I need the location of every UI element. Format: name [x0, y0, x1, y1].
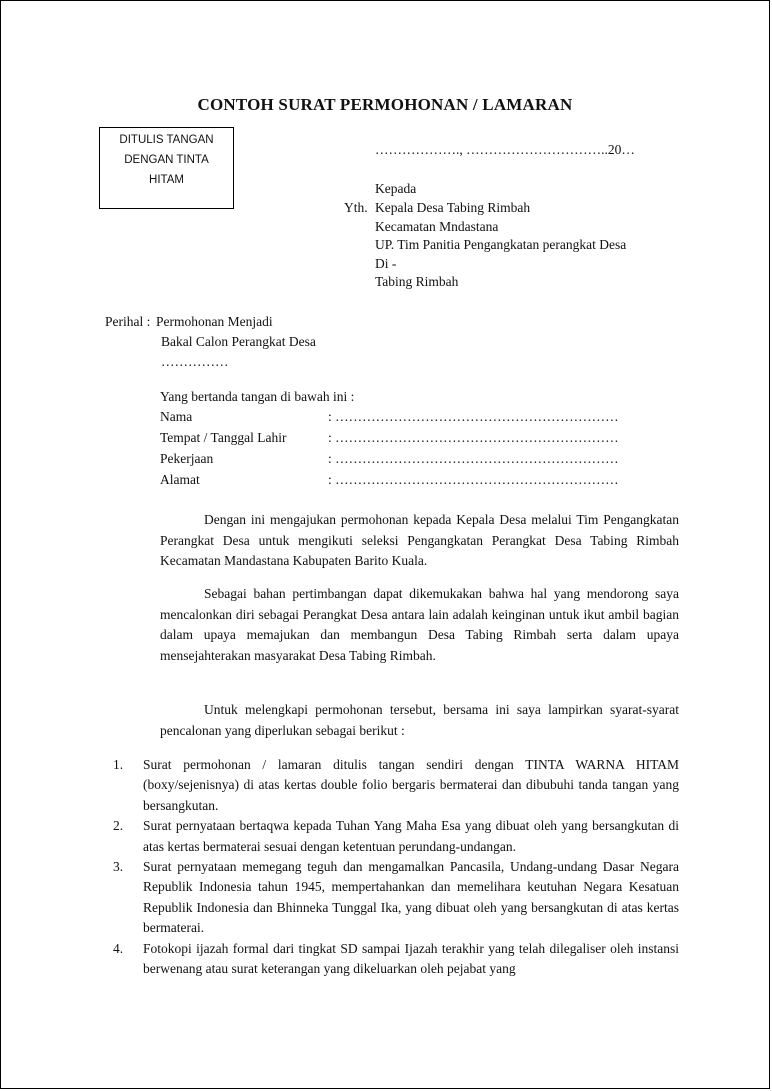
field-row-alamat: [160, 472, 660, 493]
list-number: 1.: [113, 757, 124, 772]
subject-line: ……………: [161, 354, 229, 369]
date-line: ………………., …………………………..20…: [375, 142, 635, 157]
list-text: Fotokopi ijazah formal dari tingkat SD sampai Ijazah terakhir yang telah dilegaliser oleh instansi berwenang atau surat keterangan yang dikeluarkan oleh pejabat yang: [143, 940, 679, 977]
address-line: Kepala Desa Tabing Rimbah: [375, 200, 531, 215]
list-item: [113, 755, 679, 816]
field-row-pekerjaan: [160, 451, 660, 472]
address-yth: Yth.: [344, 200, 368, 215]
subject-line: Bakal Calon Perangkat Desa: [161, 334, 316, 349]
field-label: Nama: [160, 409, 193, 424]
list-number: 4.: [113, 940, 124, 956]
field-value: : ………………………………………………………: [328, 430, 619, 445]
requirements-list: [113, 755, 679, 979]
list-text: Surat pernyataan bertaqwa kepada Tuhan Yang Maha Esa yang dibuat oleh yang bersangkutan di atas kertas bermaterai sesuai dengan ketentuan perundang-undangan.: [143, 818, 679, 854]
field-value: : ………………………………………………………: [328, 472, 619, 487]
body-paragraph: Dengan ini mengajukan permohonan kepada Kepala Desa melalui Tim Pengangkatan Perangkat Desa untuk mengikuti seleksi Pengangkatan Perangkat Desa Tabing Rimbah Kecamatan Mandastana Kabupaten Barito Kuala.: [160, 512, 679, 569]
document-title: CONTOH SURAT PERMOHONAN / LAMARAN: [197, 95, 573, 114]
intro-line: Yang bertanda tangan di bawah ini :: [160, 389, 355, 404]
address-kepada: Kepada: [375, 181, 417, 196]
list-item: [113, 939, 679, 980]
recipient-address: [375, 180, 416, 199]
list-number: 3.: [113, 859, 124, 875]
list-item: [113, 857, 679, 939]
note-line: DITULIS TANGAN: [119, 134, 214, 146]
address-line: Kecamatan Mndastana: [375, 218, 499, 234]
recipient-lines: [344, 199, 684, 292]
body-paragraph: Untuk melengkapi permohonan tersebut, bersama ini saya lampirkan syarat-syarat pencalonan yang diperlukan sebagai berikut :: [160, 702, 679, 738]
address-line: Di -: [375, 255, 397, 271]
field-label: Alamat: [160, 472, 200, 487]
handwritten-note-box: [99, 127, 234, 209]
field-value: : ………………………………………………………: [328, 409, 619, 424]
address-line: UP. Tim Panitia Pengangkatan perangkat Desa: [375, 237, 627, 252]
address-line: Tabing Rimbah: [375, 274, 459, 289]
list-item: [113, 816, 679, 857]
field-row-nama: [160, 409, 660, 430]
subject-line: Permohonan Menjadi: [156, 314, 273, 329]
field-label: Pekerjaan: [160, 451, 214, 466]
field-value: : ………………………………………………………: [328, 451, 619, 466]
list-text: Surat permohonan / lamaran ditulis tangan sendiri dengan TINTA WARNA HITAM (boxy/sejenisnya) di atas kertas double folio bergaris bermaterai dan dibubuhi tanda tangan yang bersangkutan.: [143, 757, 679, 813]
list-text: Surat pernyataan memegang teguh dan mengamalkan Pancasila, Undang-undang Dasar Negara Republik Indonesia tahun 1945, mempertahankan dan memelihara keutuhan Negara Kesatuan Republik Indonesia dan Bhinneka Tunggal Ika, yang dibuat oleh yang bersangkutan di atas kertas bermaterai.: [143, 859, 679, 936]
field-row-tempat-tanggal-lahir: [160, 430, 660, 451]
field-label: Tempat / Tanggal Lahir: [160, 430, 287, 445]
body-paragraph: Sebagai bahan pertimbangan dapat dikemukakan bahwa hal yang mendorong saya mencalonkan diri sebagai Perangkat Desa antara lain adalah keinginan untuk ikut ambil bagian dalam upaya memajukan dan membangun Desa Tabing Rimbah serta dalam upaya mensejahterakan masyarakat Desa Tabing Rimbah.: [160, 586, 679, 663]
note-line: HITAM: [149, 174, 184, 186]
subject-label: Perihal :: [105, 314, 151, 329]
note-line: DENGAN TINTA: [124, 154, 209, 166]
applicant-fields: [160, 409, 660, 493]
list-number: 2.: [113, 818, 124, 834]
